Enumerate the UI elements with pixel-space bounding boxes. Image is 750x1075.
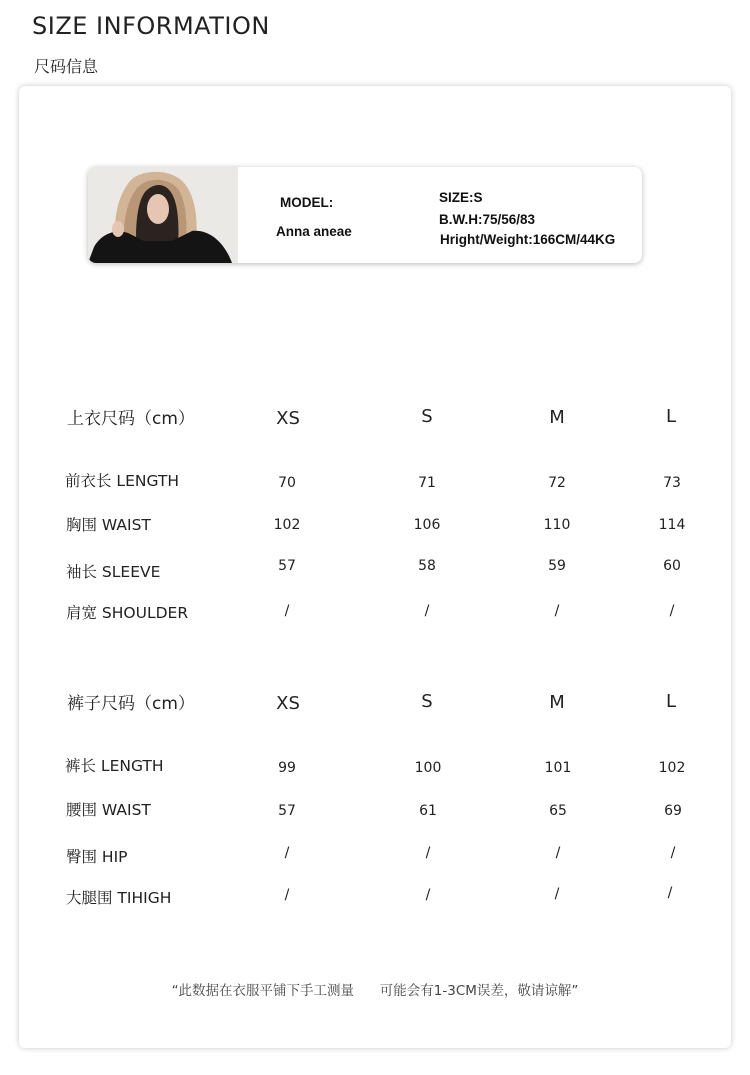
table-cell: / bbox=[670, 845, 676, 861]
table-cell: / bbox=[424, 603, 430, 619]
table-cell: / bbox=[554, 603, 560, 619]
table-cell: / bbox=[555, 845, 561, 861]
table-cell: 101 bbox=[544, 760, 572, 776]
model-size: SIZE:S bbox=[439, 190, 483, 205]
row-label: 袖长 SLEEVE bbox=[66, 563, 161, 581]
page-subtitle: 尺码信息 bbox=[34, 57, 99, 76]
table-cell: 57 bbox=[278, 803, 296, 819]
size-header-s: S bbox=[421, 406, 433, 427]
row-label: 大腿围 TIHIGH bbox=[66, 889, 172, 907]
row-label: 臀围 HIP bbox=[66, 848, 128, 866]
table-cell: 106 bbox=[413, 517, 441, 533]
row-label: 裤长 LENGTH bbox=[65, 757, 164, 775]
model-name: Anna aneae bbox=[276, 224, 352, 239]
table-cell: 73 bbox=[663, 475, 681, 491]
table-cell: 114 bbox=[658, 517, 686, 533]
table-cell: / bbox=[667, 885, 673, 901]
model-label: MODEL: bbox=[280, 195, 334, 210]
size-header-m: M bbox=[549, 407, 565, 428]
top-table-title: 上衣尺码（cm） bbox=[67, 409, 195, 429]
table-cell: 102 bbox=[273, 517, 301, 533]
size-header-m: M bbox=[549, 692, 565, 713]
table-cell: 69 bbox=[664, 803, 682, 819]
size-header-l: L bbox=[665, 406, 677, 427]
table-cell: 99 bbox=[278, 760, 296, 776]
table-cell: 58 bbox=[418, 558, 436, 574]
size-header-s: S bbox=[421, 691, 433, 712]
size-header-xs: XS bbox=[276, 408, 300, 429]
table-cell: 59 bbox=[548, 558, 566, 574]
page-title: SIZE INFORMATION bbox=[32, 12, 270, 40]
table-cell: / bbox=[425, 845, 431, 861]
model-bwh: B.W.H:75/56/83 bbox=[439, 212, 536, 227]
table-cell: / bbox=[669, 603, 675, 619]
table-cell: / bbox=[284, 887, 290, 903]
model-height-weight: Hright/Weight:166CM/44KG bbox=[440, 232, 616, 247]
table-cell: 61 bbox=[419, 803, 437, 819]
model-info-box bbox=[88, 167, 642, 263]
table-cell: / bbox=[425, 887, 431, 903]
table-cell: 72 bbox=[548, 475, 566, 491]
table-cell: 57 bbox=[278, 558, 296, 574]
table-cell: 102 bbox=[658, 760, 686, 776]
table-cell: / bbox=[284, 845, 290, 861]
table-cell: 60 bbox=[663, 558, 681, 574]
pants-table-title: 裤子尺码（cm） bbox=[67, 694, 195, 714]
table-cell: 71 bbox=[418, 475, 436, 491]
table-cell: 100 bbox=[414, 760, 442, 776]
row-label: 胸围 WAIST bbox=[66, 516, 151, 534]
table-cell: 70 bbox=[278, 475, 296, 491]
model-photo bbox=[88, 167, 238, 263]
table-cell: 110 bbox=[543, 517, 571, 533]
row-label: 前衣长 LENGTH bbox=[65, 472, 180, 490]
row-label: 肩宽 SHOULDER bbox=[66, 604, 189, 622]
row-label: 腰围 WAIST bbox=[66, 801, 151, 819]
table-cell: 65 bbox=[549, 803, 567, 819]
size-header-xs: XS bbox=[276, 693, 300, 714]
table-cell: / bbox=[554, 886, 560, 902]
table-cell: / bbox=[284, 603, 290, 619]
measurement-note: “此数据在衣服平铺下手工测量 可能会有1-3CM误差，敬请谅解” bbox=[171, 983, 579, 999]
size-header-l: L bbox=[665, 691, 677, 712]
